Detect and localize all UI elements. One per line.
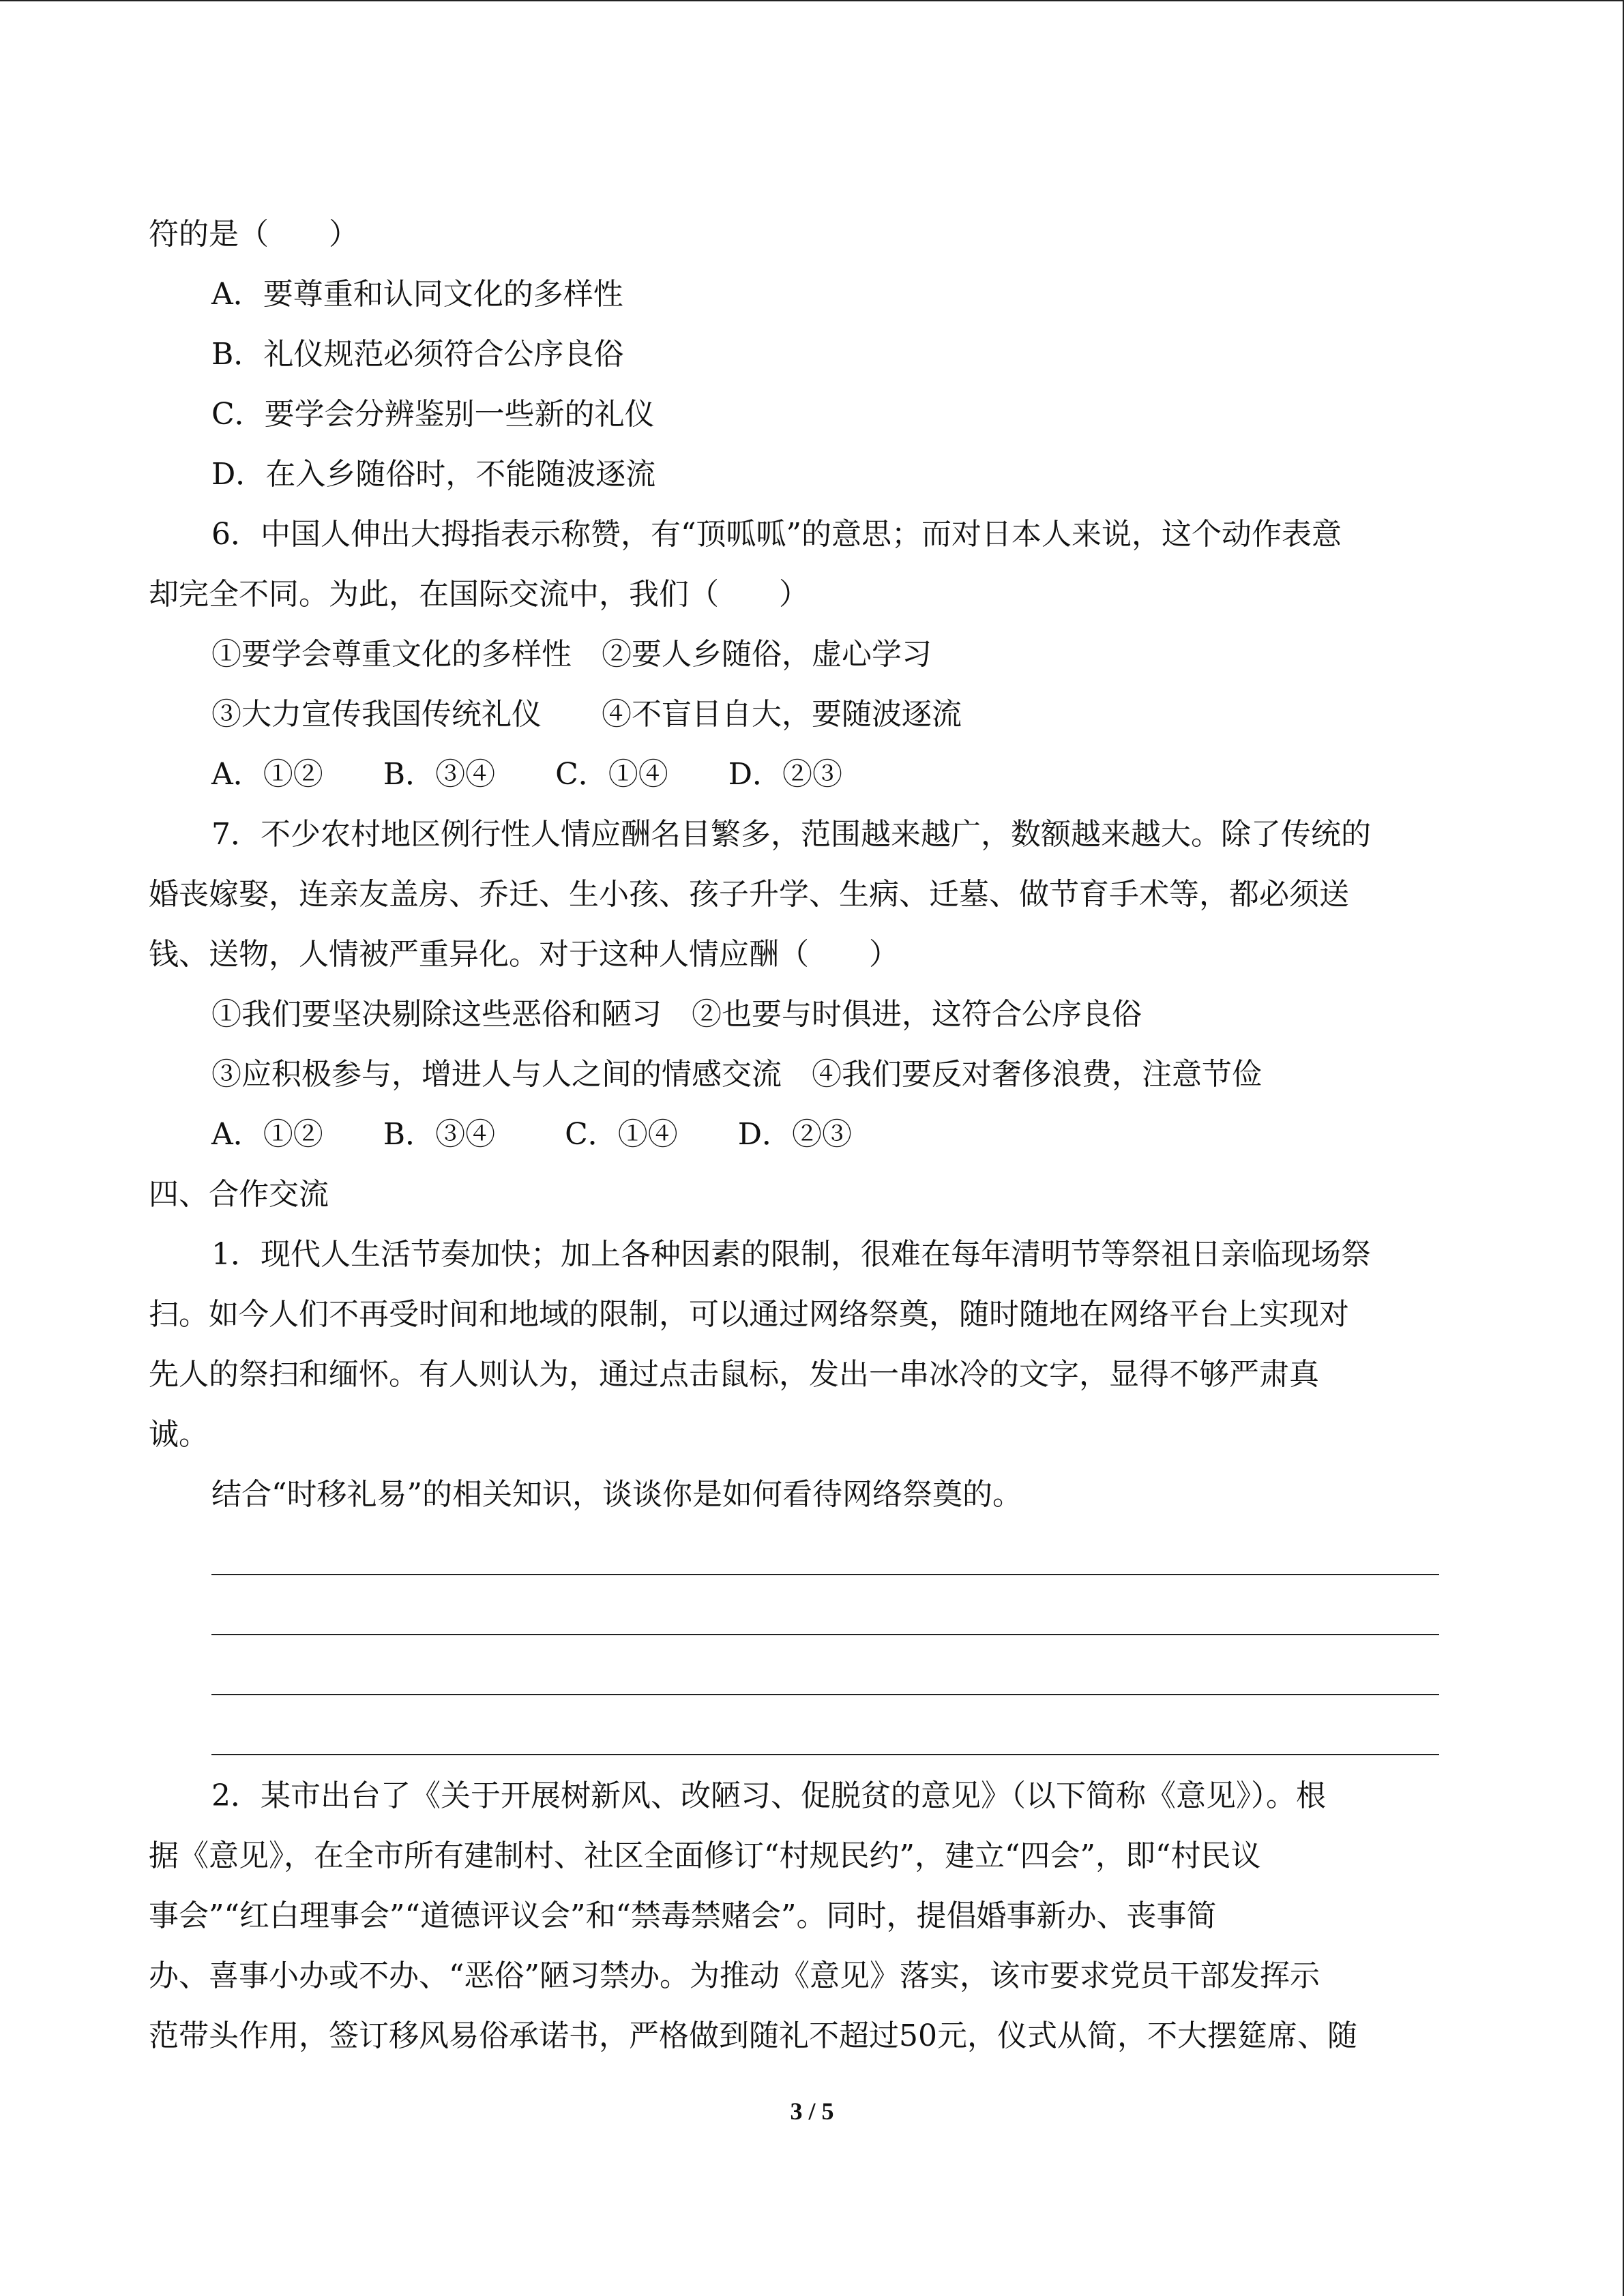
answer-line xyxy=(211,1634,1439,1635)
document-body-continued xyxy=(149,1766,1479,2066)
exchange-2-text-4: 办、喜事小办或不办、“恶俗”陋习禁办。为推动《意见》落实，该市要求党员干部发挥示 xyxy=(149,1958,1320,1993)
exchange-1-text-2: 扫。如今人们不再受时间和地域的限制，可以通过网络祭奠，随时随地在网络平台上实现对 xyxy=(149,1297,1349,1332)
q5-option-c: C．要学会分辨鉴别一些新的礼仪 xyxy=(211,397,655,432)
q7-statements-2: ③应积极参与，增进人与人之间的情感交流 ④我们要反对奢侈浪费，注意节俭 xyxy=(211,1057,1262,1092)
exchange-2-text-3: 事会”“红白理事会”“道德评议会”和“禁毒禁赌会”。同时，提倡婚事新办、丧事简 xyxy=(149,1898,1217,1933)
answer-line xyxy=(211,1694,1439,1695)
exchange-2-text-2: 据《意见》，在全市所有建制村、社区全面修订“村规民约”，建立“四会”，即“村民议 xyxy=(149,1838,1261,1873)
exchange-1-prompt: 结合“时移礼易”的相关知识，谈谈你是如何看待网络祭奠的。 xyxy=(211,1477,1022,1512)
answer-line xyxy=(211,1574,1439,1575)
page-number: 3 / 5 xyxy=(790,2098,834,2125)
q6-options: A．①② B．③④ C．①④ D．②③ xyxy=(211,757,843,792)
q5-option-a: A．要尊重和认同文化的多样性 xyxy=(211,277,623,312)
exchange-1-text-4: 诚。 xyxy=(149,1417,209,1452)
question-6-stem: 6．中国人伸出大拇指表示称赞，有“顶呱呱”的意思；而对日本人来说，这个动作表意 xyxy=(211,517,1342,552)
q7-options: A．①② B．③④ C．①④ D．②③ xyxy=(211,1117,853,1152)
q5-option-d: D．在入乡随俗时，不能随波逐流 xyxy=(211,457,656,492)
section-heading: 四、合作交流 xyxy=(149,1177,329,1212)
question-7-stem: 7．不少农村地区例行性人情应酬名目繁多，范围越来越广，数额越来越大。除了传统的 xyxy=(211,817,1371,852)
question-5-stem-end: 符的是（ ） xyxy=(149,217,359,252)
exchange-1-text-3: 先人的祭扫和缅怀。有人则认为，通过点击鼠标，发出一串冰冷的文字，显得不够严肃真 xyxy=(149,1357,1319,1392)
exchange-1-text-1: 1．现代人生活节奏加快；加上各种因素的限制，很难在每年清明节等祭祖日亲临现场祭 xyxy=(211,1237,1371,1272)
question-6-stem-cont: 却完全不同。为此，在国际交流中，我们（ ） xyxy=(149,577,809,612)
exchange-2-text-1: 2．某市出台了《关于开展树新风、改陋习、促脱贫的意见》（以下简称《意见》）。根 xyxy=(211,1778,1326,1813)
exchange-2-text-5: 范带头作用，签订移风易俗承诺书，严格做到随礼不超过50元，仪式从简，不大摆筵席、随 xyxy=(149,2018,1357,2053)
document-body xyxy=(149,205,1479,1525)
q6-statements-1: ①要学会尊重文化的多样性 ②要人乡随俗，虚心学习 xyxy=(211,637,932,672)
question-7-stem-cont-2: 钱、送物，人情被严重异化。对于这种人情应酬（ ） xyxy=(149,937,899,972)
question-7-stem-cont-1: 婚丧嫁娶，连亲友盖房、乔迁、生小孩、孩子升学、生病、迁墓、做节育手术等，都必须送 xyxy=(149,877,1349,912)
q6-statements-2: ③大力宣传我国传统礼仪 ④不盲目自大，要随波逐流 xyxy=(211,697,962,732)
q5-option-b: B．礼仪规范必须符合公序良俗 xyxy=(211,337,624,372)
q7-statements-1: ①我们要坚决剔除这些恶俗和陋习 ②也要与时俱进，这符合公序良俗 xyxy=(211,997,1142,1032)
answer-line xyxy=(211,1754,1439,1755)
